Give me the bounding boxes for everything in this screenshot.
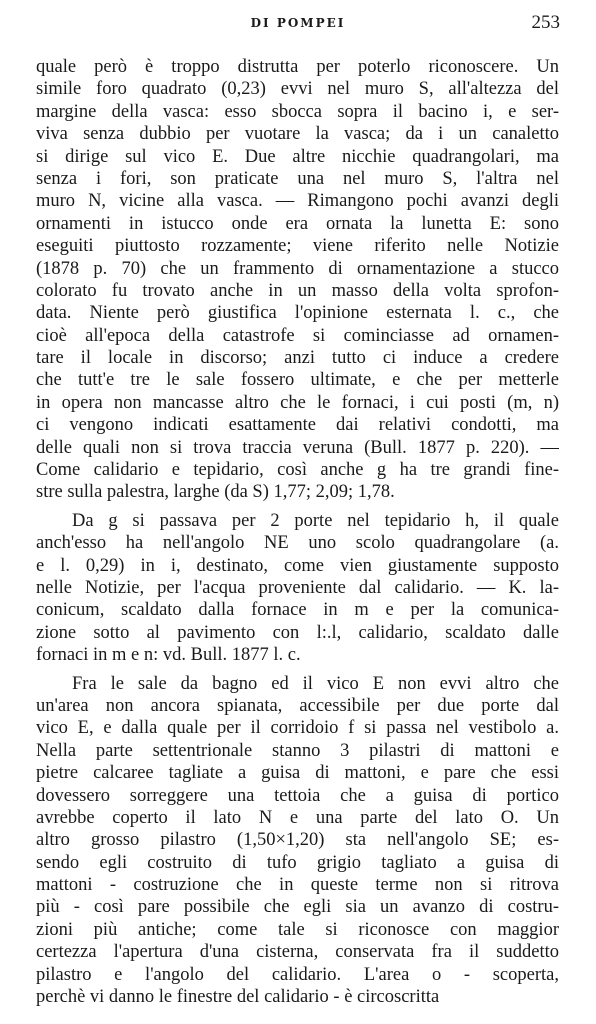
text-line: si dirige sul vico E. Due altre nicchie quadrangolari, ma xyxy=(36,146,559,167)
paragraph xyxy=(36,56,559,504)
text-line: fornaci in m e n: vd. Bull. 1877 l. c. xyxy=(36,645,301,666)
text-line: pietre calcaree tagliate a guisa di mattoni, e pare che essi xyxy=(36,763,559,784)
running-header xyxy=(36,12,560,38)
text-line: cioè all'epoca della catastrofe si cominciasse ad ornamen- xyxy=(36,325,559,346)
text-line: (1878 p. 70) che un frammento di ornamentazione a stucco xyxy=(36,258,559,279)
text-line: Da g si passava per 2 porte nel tepidario h, il quale xyxy=(72,510,559,531)
text-line: eseguiti piuttosto rozzamente; viene riferito nelle Notizie xyxy=(36,236,559,257)
text-line: simile foro quadrato (0,23) evvi nel muro S, all'altezza del xyxy=(36,79,559,100)
text-line: Come calidario e tepidario, così anche g ha tre grandi fine- xyxy=(36,460,559,481)
text-line: conicum, scaldato dalla fornace in m e per la comunica- xyxy=(36,600,559,621)
text-line: ornamenti in istucco onde era ornata la lunetta E: sono xyxy=(36,213,559,234)
text-line: in opera non mancasse altro che le fornaci, i cui posti (m, n) xyxy=(36,392,559,413)
text-line: sendo egli costruito di tufo grigio tagliato a guisa di xyxy=(36,852,559,873)
text-line: data. Niente però giustifica l'opinione esternata l. c., che xyxy=(36,303,559,324)
text-line: certezza l'apertura d'una cisterna, conservata fra il suddetto xyxy=(36,942,559,963)
text-line: quale però è troppo distrutta per poterlo riconoscere. Un xyxy=(36,57,559,77)
text-line: Nella parte settentrionale stanno 3 pilastri di mattoni e xyxy=(36,740,559,761)
text-line: viva senza dubbio per vuotare la vasca; da i un canaletto xyxy=(36,124,559,145)
text-line: muro N, vicine alla vasca. — Rimangono pochi avanzi degli xyxy=(36,191,559,212)
body-text xyxy=(36,56,559,1008)
paragraph xyxy=(36,510,559,667)
text-line: perchè vi danno le finestre del calidario - è circoscritta xyxy=(36,987,440,1008)
text-line: anch'esso ha nell'angolo NE uno scolo quadrangolare (a. xyxy=(36,533,559,554)
text-line: pilastro e l'angolo del calidario. L'area o - scoperta, xyxy=(36,964,559,985)
running-title: DI POMPEI xyxy=(250,16,346,30)
text-line: zione sotto al pavimento con l:.l, calidario, scaldato dalle xyxy=(36,622,559,643)
text-line: mattoni - costruzione che in queste terme non si ritrova xyxy=(36,875,559,896)
text-line: un'area non ancora spianata, accessibile per due porte dal xyxy=(36,695,559,716)
text-line: margine della vasca: esso sbocca sopra il bacino i, e ser- xyxy=(36,101,559,122)
text-line: altro grosso pilastro (1,50×1,20) sta nell'angolo SE; es- xyxy=(36,830,559,851)
text-line: tare il locale in discorso; anzi tutto ci induce a credere xyxy=(36,348,559,369)
text-line: ci vengono indicati esattamente dai relativi condotti, ma xyxy=(36,415,559,436)
text-line: dovessero sorreggere una tettoia che a guisa di portico xyxy=(36,785,559,806)
text-line: nelle Notizie, per l'acqua proveniente dal calidario. — K. la- xyxy=(36,577,559,598)
text-line: delle quali non si trova traccia veruna (Bull. 1877 p. 220). — xyxy=(36,437,559,458)
text-line: senza i fori, son praticate una nel muro S, l'altra nel xyxy=(36,168,559,189)
text-line: Fra le sale da bagno ed il vico E non evvi altro che xyxy=(72,673,559,694)
page-number: 253 xyxy=(531,12,560,33)
paragraph xyxy=(36,673,559,1009)
text-line: più - così pare possibile che egli sia un avanzo di costru- xyxy=(36,897,559,918)
text-line: e l. 0,29) in i, destinato, come vien giustamente supposto xyxy=(36,555,559,576)
text-line: avrebbe coperto il lato N e una parte del lato O. Un xyxy=(36,807,559,828)
text-line: stre sulla palestra, larghe (da S) 1,77; 2,09; 1,78. xyxy=(36,482,395,503)
text-line: vico E, e dalla quale per il corridoio f si passa nel vestibolo a. xyxy=(36,718,559,739)
text-line: zioni più antiche; come tale si riconosce con maggior xyxy=(36,919,559,940)
text-line: che tutt'e tre le sale fossero ultimate, e che per metterle xyxy=(36,370,559,391)
text-line: colorato fu trovato anche in un masso della volta sprofon- xyxy=(36,280,559,301)
